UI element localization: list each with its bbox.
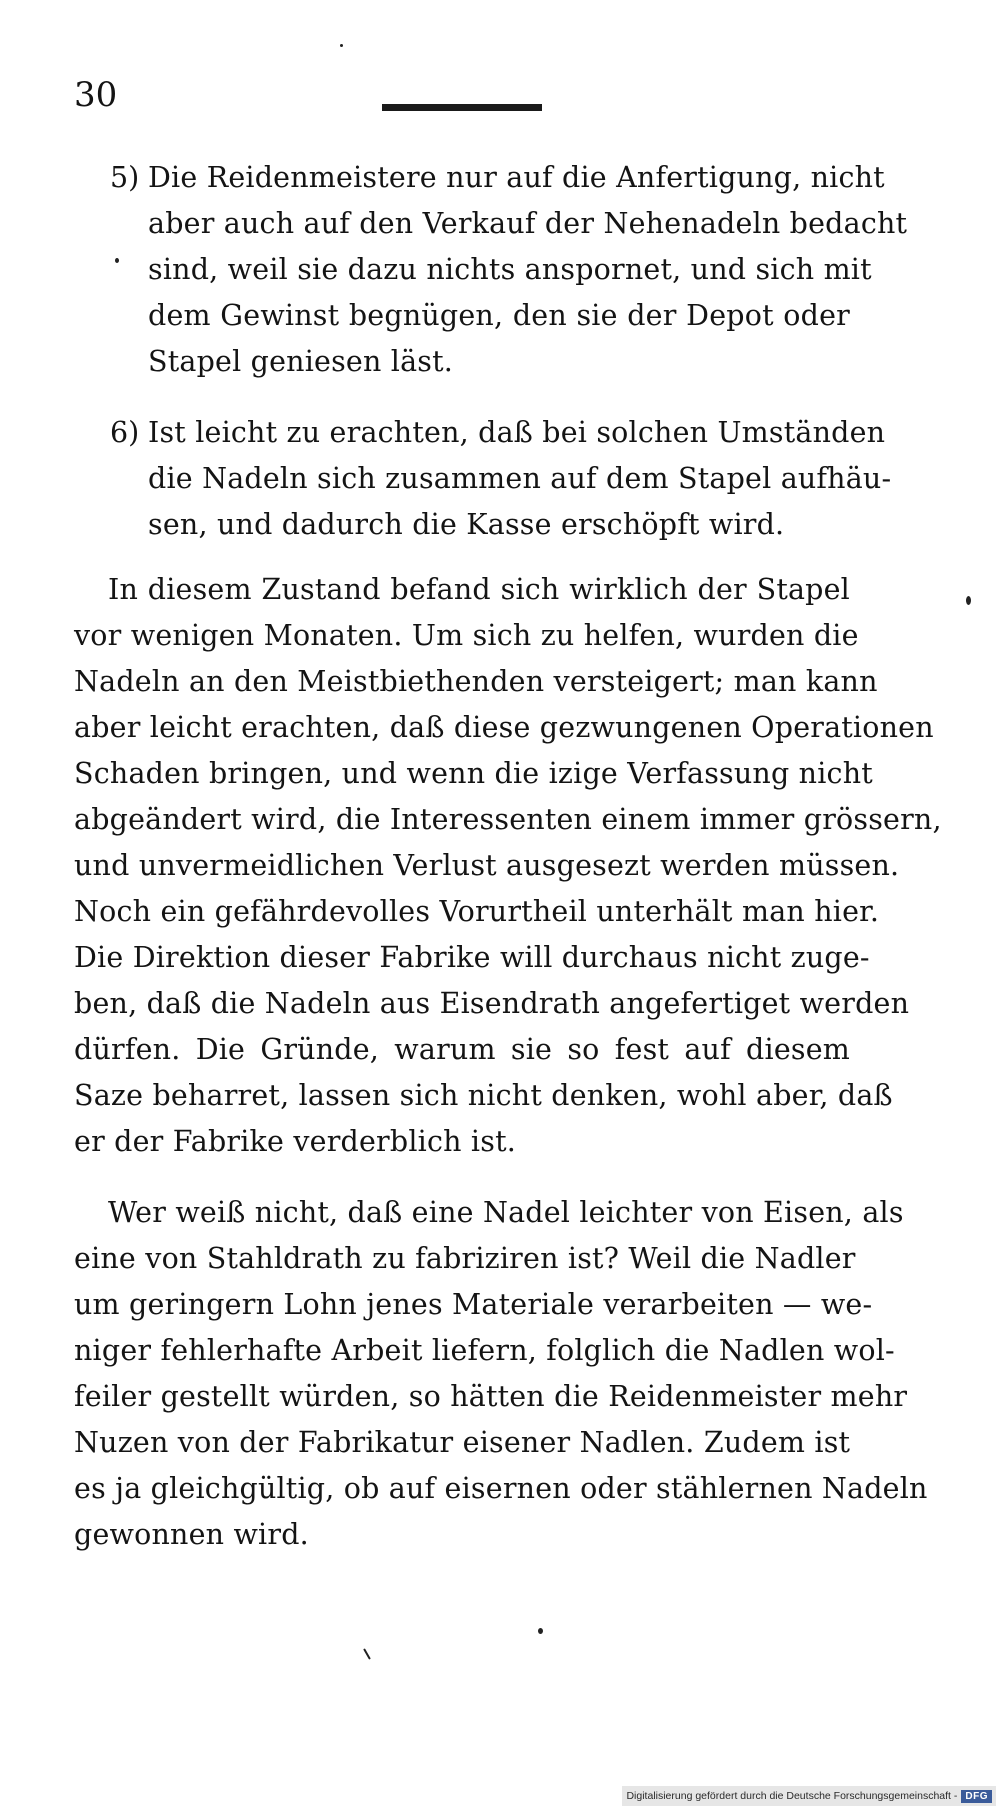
text-line: Die Reidenmeistere nur auf die Anfertigung, nicht [148,161,885,194]
text-line: Wer weiß nicht, daß eine Nadel leichter von Eisen, als [108,1196,904,1229]
numbered-item-6 [110,410,892,548]
text-line: ben, daß die Nadeln aus Eisendrath angefertiget werden [74,987,910,1020]
text-line: er der Fabrike verderblich ist. [74,1125,516,1158]
text-line: es ja gleichgültig, ob auf eisernen oder stählernen Nadeln [74,1472,928,1505]
text-line: Die Direktion dieser Fabrike will durchaus nicht zuge- [74,941,870,974]
text-line: die Nadeln sich zusammen auf dem Stapel aufhäu- [148,462,892,495]
text-line: Ist leicht zu erachten, daß bei solchen Umständen [148,416,886,449]
text-line: niger fehlerhafte Arbeit liefern, folglich die Nadlen wol- [74,1334,895,1367]
footer-credit-text: Digitalisierung gefördert durch die Deutsche Forschungsgemeinschaft - [626,1790,958,1802]
text-line: eine von Stahldrath zu fabriziren ist? Weil die Nadler [74,1242,856,1275]
text-line: und unvermeidlichen Verlust ausgesezt werden müssen. [74,849,900,882]
scan-speck [340,44,343,47]
text-line: dem Gewinst begnügen, den sie der Depot oder [148,299,850,332]
item-marker: 5) [110,161,140,194]
body-paragraph [74,567,942,1165]
text-line: Noch ein gefährdevolles Vorurtheil unterhält man hier. [74,895,880,928]
text-line: aber leicht erachten, daß diese gezwungenen Operationen [74,711,934,744]
text-line: abgeändert wird, die Interessenten einem immer grössern, [74,803,942,836]
scan-speck [363,1648,371,1659]
text-line: sen, und dadurch die Kasse erschöpft wird. [148,508,785,541]
digitization-footer [622,1786,996,1806]
text-line: Schaden bringen, und wenn die izige Verfassung nicht [74,757,873,790]
text-line: gewonnen wird. [74,1518,309,1551]
text-line: sind, weil sie dazu nichts anspornet, und sich mit [148,253,872,286]
text-line: Nuzen von der Fabrikatur eisener Nadlen. Zudem ist [74,1426,851,1459]
text-line: Nadeln an den Meistbiethenden versteigert; man kann [74,665,878,698]
text-line: Saze beharret, lassen sich nicht denken, wohl aber, daß [74,1079,893,1112]
scan-speck [966,596,971,605]
text-line: Stapel geniesen läst. [148,345,454,378]
page-number: 30 [74,75,118,115]
dfg-logo: DFG [961,1790,992,1803]
text-line: In diesem Zustand befand sich wirklich der Stapel [108,573,850,606]
text-line: um geringern Lohn jenes Materiale verarbeiten — we- [74,1288,873,1321]
body-paragraph [74,1190,928,1558]
text-line: aber auch auf den Verkauf der Nehenadeln bedacht [148,207,908,240]
item-marker: 6) [110,416,140,449]
text-line: dürfen. Die Gründe, warum sie so fest auf diesem [74,1033,850,1066]
scan-speck [538,1628,543,1634]
text-line: feiler gestellt würden, so hätten die Reidenmeister mehr [74,1380,908,1413]
text-line: vor wenigen Monaten. Um sich zu helfen, wurden die [74,619,859,652]
numbered-item-5 [110,155,908,385]
scan-speck [115,258,119,263]
header-ornament-rule [382,104,542,111]
